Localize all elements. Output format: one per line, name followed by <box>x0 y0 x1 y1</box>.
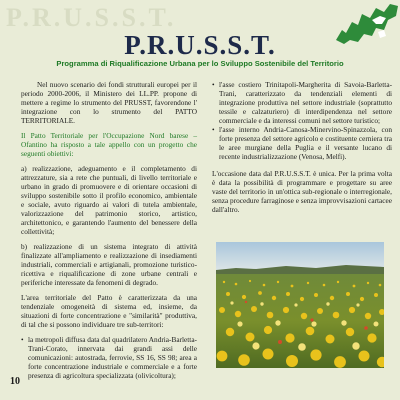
page-subtitle: Programma di Riqualificazione Urbana per lo Sviluppo Sostenibile del Territorio <box>56 59 344 68</box>
paragraph: Il Patto Territoriale per l'Occupazione Nord barese – Ofantino ha risposto a tale appello con un progetto che seguenti obiettivi: <box>21 131 197 158</box>
paragraph: b) realizzazione di un sistema integrato di attività finalizzate all'ampliamento e realizzazione di insediamenti industriali, commerciali e artigianali, promozione turistico-ricettiva e riqualificazione di zone urbane centrali e periferiche interessate da fenomeni di degrado. <box>21 242 197 287</box>
paragraph: Nel nuovo scenario dei fondi strutturali europei per il periodo 2000-2006, il Ministero dei LL.PP. propone di mettere a regime lo strumento del PRUSST, favorendone l' integrazione con lo strumento del PATTO TERRITORIALE. <box>21 80 197 125</box>
paragraph: a) realizzazione, adeguamento e il completamento di attrezzature, sia a rete che puntuali, di livello territoriale e urbano in grado di promuovere e di orientare occasioni di sviluppo sostenibile sotto il profilo economico, ambientale e sociale, avuto riguardo ai valori di tutela ambientale, valorizzazione del patrimonio storico, artistico, architettonico, e garantendo l'aumento del benessere della collettività; <box>21 164 197 236</box>
flower-field-photo <box>216 242 384 368</box>
paragraph: L'occasione data dal P.R.U.S.S.T. è unica. Per la prima volta è data la possibilità di programmare e progettare su aree vaste del territorio in un'ottica sub-regionale o interregionale, senza procedure farraginose e senza improvvisazioni cartacee dall'altro. <box>212 169 392 214</box>
list-item: • l'asse interno Andria-Canosa-Minervino-Spinazzola, con forte presenza del settore agricolo e costituente cerniera tra le aree murgiane della Puglia e il versante lucano di recente industrializzazione (Venosa, Melfi). <box>212 125 392 161</box>
right-column <box>212 80 392 220</box>
page-number: 10 <box>10 376 20 387</box>
left-column <box>21 80 197 380</box>
page-title: P.R.U.S.S.T. <box>124 30 276 60</box>
list-item: • l'asse costiero Trinitapoli-Margherita di Savoia-Barletta-Trani, caratterizzato da tendenziali elementi di integrazione produttiva nel settore industriale (soprattutto tessile e calzaturiero) di interdipendenza nel settore commerciale e da interessi comuni nel settore turistico; <box>212 80 392 125</box>
list-item: • la metropoli diffusa data dal quadrilatero Andria-Barletta-Trani-Corato, innervata dai grandi assi delle comunicazioni: autostrada, ferrovie, SS 16, SS 98; area a forte concentrazione industriale e commerciale e a forte presenza di agricoltura specializzata (olivicoltura); <box>21 335 197 380</box>
watermark-text: P.R.U.S.S.T. <box>6 3 177 32</box>
paragraph: L'area territoriale del Patto è caratterizzata da una tendenziale omogeneità di sistema ed, insieme, da situazioni di forte concentrazione e "similarità" produttiva, di tal che si possono individuare tre sub-territori: <box>21 293 197 329</box>
